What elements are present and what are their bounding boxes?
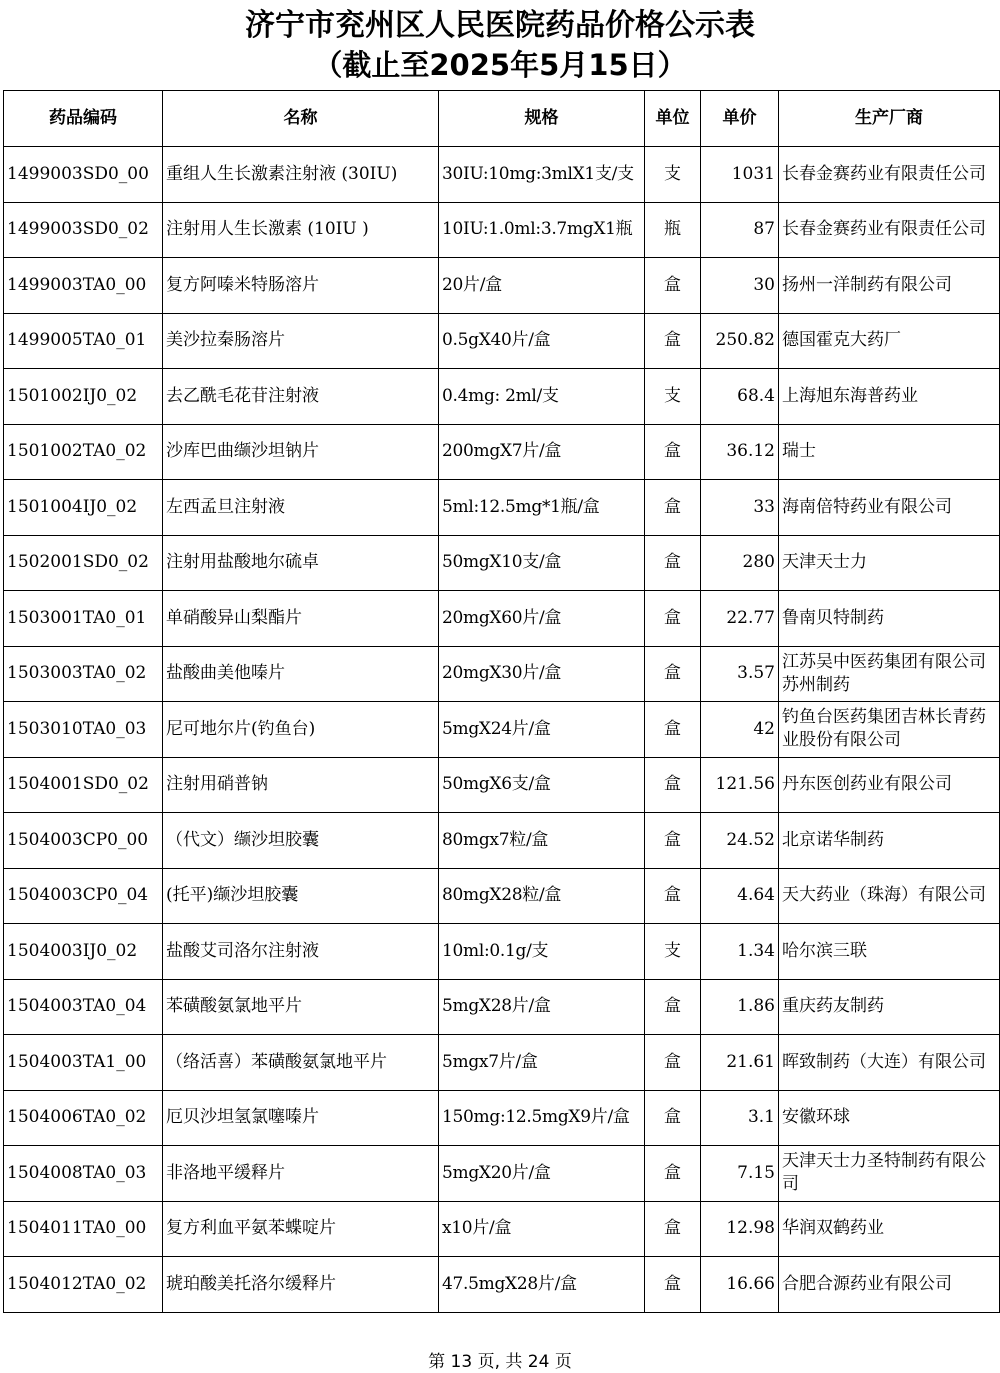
table-row [4,147,1000,203]
column-header-unit: 单位 [645,91,701,147]
table-body [4,147,1000,1313]
cell-spec: 20mgX30片/盒 [439,646,645,702]
cell-unit: 盒 [645,646,701,702]
column-header-spec: 规格 [439,91,645,147]
cell-price: 7.15 [701,1146,779,1202]
cell-price: 12.98 [701,1201,779,1257]
cell-spec: 80mgx7粒/盒 [439,813,645,869]
cell-drug-name: 沙库巴曲缬沙坦钠片 [163,424,439,480]
cell-drug-code: 1503003TA0_02 [4,646,163,702]
cell-spec: 80mgX28粒/盒 [439,868,645,924]
cell-manufacturer: 华润双鹤药业 [779,1201,1000,1257]
cell-unit: 盒 [645,979,701,1035]
cell-drug-code: 1504003TA1_00 [4,1035,163,1091]
cell-spec: 10ml:0.1g/支 [439,924,645,980]
table-row [4,757,1000,813]
cell-unit: 盒 [645,591,701,647]
cell-spec: 5mgX28片/盒 [439,979,645,1035]
cell-drug-name: 去乙酰毛花苷注射液 [163,369,439,425]
cell-drug-name: 盐酸曲美他嗪片 [163,646,439,702]
cell-drug-code: 1504012TA0_02 [4,1257,163,1313]
cell-drug-code: 1499005TA0_01 [4,313,163,369]
cell-drug-name: 单硝酸异山梨酯片 [163,591,439,647]
cell-unit: 盒 [645,702,701,758]
cell-unit: 盒 [645,1201,701,1257]
cell-drug-name: 重组人生长激素注射液 (30IU) [163,147,439,203]
cell-price: 4.64 [701,868,779,924]
cell-drug-name: 苯磺酸氨氯地平片 [163,979,439,1035]
page-title: 济宁市兖州区人民医院药品价格公示表 [245,8,755,43]
cell-drug-name: （络活喜）苯磺酸氨氯地平片 [163,1035,439,1091]
column-header-manufacturer: 生产厂商 [779,91,1000,147]
cell-drug-code: 1504006TA0_02 [4,1090,163,1146]
cell-drug-code: 1504003TA0_04 [4,979,163,1035]
cell-unit: 支 [645,147,701,203]
cell-manufacturer: 晖致制药（大连）有限公司 [779,1035,1000,1091]
cell-spec: 5mgX20片/盒 [439,1146,645,1202]
cell-unit: 盒 [645,313,701,369]
cell-spec: 0.4mg: 2ml/支 [439,369,645,425]
cell-spec: 20片/盒 [439,258,645,314]
cell-drug-code: 1501002TA0_02 [4,424,163,480]
cell-manufacturer: 上海旭东海普药业 [779,369,1000,425]
cell-manufacturer: 北京诺华制药 [779,813,1000,869]
cell-price: 3.1 [701,1090,779,1146]
cell-drug-code: 1503001TA0_01 [4,591,163,647]
cell-spec: x10片/盒 [439,1201,645,1257]
cell-manufacturer: 鲁南贝特制药 [779,591,1000,647]
column-header-name: 名称 [163,91,439,147]
cell-drug-code: 1501002IJ0_02 [4,369,163,425]
cell-manufacturer: 扬州一洋制药有限公司 [779,258,1000,314]
cell-spec: 10IU:1.0ml:3.7mgX1瓶 [439,202,645,258]
table-row [4,979,1000,1035]
table-row [4,1201,1000,1257]
cell-spec: 200mgX7片/盒 [439,424,645,480]
cell-manufacturer: 海南倍特药业有限公司 [779,480,1000,536]
cell-drug-code: 1499003SD0_00 [4,147,163,203]
cell-spec: 47.5mgX28片/盒 [439,1257,645,1313]
cell-price: 1.34 [701,924,779,980]
cell-spec: 50mgX6支/盒 [439,757,645,813]
cell-manufacturer: 瑞士 [779,424,1000,480]
cell-price: 1.86 [701,979,779,1035]
cell-manufacturer: 合肥合源药业有限公司 [779,1257,1000,1313]
cell-price: 121.56 [701,757,779,813]
cell-manufacturer: 重庆药友制药 [779,979,1000,1035]
cell-spec: 150mg:12.5mgX9片/盒 [439,1090,645,1146]
cell-spec: 20mgX60片/盒 [439,591,645,647]
cell-drug-name: (托平)缬沙坦胶囊 [163,868,439,924]
column-header-code: 药品编码 [4,91,163,147]
cell-price: 250.82 [701,313,779,369]
table-row [4,1146,1000,1202]
cell-spec: 0.5gX40片/盒 [439,313,645,369]
cell-manufacturer: 安徽环球 [779,1090,1000,1146]
page-subtitle: （截止至2025年5月15日） [313,48,687,82]
cell-drug-code: 1504008TA0_03 [4,1146,163,1202]
cell-unit: 盒 [645,258,701,314]
cell-price: 280 [701,535,779,591]
table-row [4,591,1000,647]
cell-drug-code: 1504003CP0_04 [4,868,163,924]
table-row [4,1090,1000,1146]
cell-drug-code: 1502001SD0_02 [4,535,163,591]
cell-spec: 5ml:12.5mg*1瓶/盒 [439,480,645,536]
table-row [4,646,1000,702]
table-row [4,1257,1000,1313]
cell-unit: 支 [645,369,701,425]
cell-drug-code: 1499003SD0_02 [4,202,163,258]
cell-unit: 盒 [645,868,701,924]
price-table [3,90,1000,1313]
cell-manufacturer: 长春金赛药业有限责任公司 [779,202,1000,258]
table-row [4,202,1000,258]
cell-spec: 50mgX10支/盒 [439,535,645,591]
cell-spec: 5mgX24片/盒 [439,702,645,758]
cell-price: 87 [701,202,779,258]
table-row [4,1035,1000,1091]
cell-drug-code: 1504011TA0_00 [4,1201,163,1257]
cell-spec: 5mgx7片/盒 [439,1035,645,1091]
cell-unit: 支 [645,924,701,980]
cell-manufacturer: 江苏吴中医药集团有限公司苏州制药 [779,646,1000,702]
table-row [4,480,1000,536]
cell-price: 68.4 [701,369,779,425]
cell-drug-name: 美沙拉秦肠溶片 [163,313,439,369]
cell-price: 21.61 [701,1035,779,1091]
cell-manufacturer: 长春金赛药业有限责任公司 [779,147,1000,203]
cell-manufacturer: 天津天士力圣特制药有限公司 [779,1146,1000,1202]
cell-drug-name: 琥珀酸美托洛尔缓释片 [163,1257,439,1313]
cell-unit: 盒 [645,424,701,480]
cell-unit: 盒 [645,480,701,536]
table-row [4,868,1000,924]
table-row [4,813,1000,869]
cell-drug-name: 注射用盐酸地尔硫卓 [163,535,439,591]
cell-drug-name: 左西孟旦注射液 [163,480,439,536]
cell-drug-name: 盐酸艾司洛尔注射液 [163,924,439,980]
cell-manufacturer: 丹东医创药业有限公司 [779,757,1000,813]
table-row [4,535,1000,591]
cell-drug-name: 非洛地平缓释片 [163,1146,439,1202]
table-header-row [4,91,1000,147]
cell-drug-code: 1504003CP0_00 [4,813,163,869]
cell-drug-name: 尼可地尔片(钓鱼台) [163,702,439,758]
cell-drug-name: 复方阿嗪米特肠溶片 [163,258,439,314]
cell-spec: 30IU:10mg:3mlX1支/支 [439,147,645,203]
cell-unit: 盒 [645,1146,701,1202]
page-footer: 第 13 页, 共 24 页 [428,1352,572,1372]
cell-drug-name: （代文）缬沙坦胶囊 [163,813,439,869]
cell-unit: 盒 [645,813,701,869]
cell-unit: 盒 [645,535,701,591]
cell-price: 30 [701,258,779,314]
cell-drug-name: 厄贝沙坦氢氯噻嗪片 [163,1090,439,1146]
table-row [4,702,1000,758]
cell-drug-name: 注射用人生长激素 (10IU ) [163,202,439,258]
table-row [4,369,1000,425]
cell-price: 36.12 [701,424,779,480]
cell-price: 3.57 [701,646,779,702]
cell-price: 22.77 [701,591,779,647]
cell-drug-code: 1504001SD0_02 [4,757,163,813]
cell-manufacturer: 德国霍克大药厂 [779,313,1000,369]
table-row [4,924,1000,980]
table-row [4,424,1000,480]
cell-drug-code: 1504003IJ0_02 [4,924,163,980]
cell-drug-code: 1503010TA0_03 [4,702,163,758]
table-row [4,313,1000,369]
cell-price: 24.52 [701,813,779,869]
cell-unit: 瓶 [645,202,701,258]
cell-drug-name: 注射用硝普钠 [163,757,439,813]
cell-drug-name: 复方利血平氨苯蝶啶片 [163,1201,439,1257]
cell-price: 33 [701,480,779,536]
column-header-price: 单价 [701,91,779,147]
cell-manufacturer: 天大药业（珠海）有限公司 [779,868,1000,924]
cell-manufacturer: 哈尔滨三联 [779,924,1000,980]
cell-manufacturer: 钓鱼台医药集团吉林长青药业股份有限公司 [779,702,1000,758]
cell-price: 1031 [701,147,779,203]
cell-drug-code: 1501004IJ0_02 [4,480,163,536]
cell-unit: 盒 [645,1090,701,1146]
cell-unit: 盒 [645,757,701,813]
cell-unit: 盒 [645,1257,701,1313]
cell-price: 42 [701,702,779,758]
table-row [4,258,1000,314]
cell-price: 16.66 [701,1257,779,1313]
cell-manufacturer: 天津天士力 [779,535,1000,591]
cell-unit: 盒 [645,1035,701,1091]
cell-drug-code: 1499003TA0_00 [4,258,163,314]
